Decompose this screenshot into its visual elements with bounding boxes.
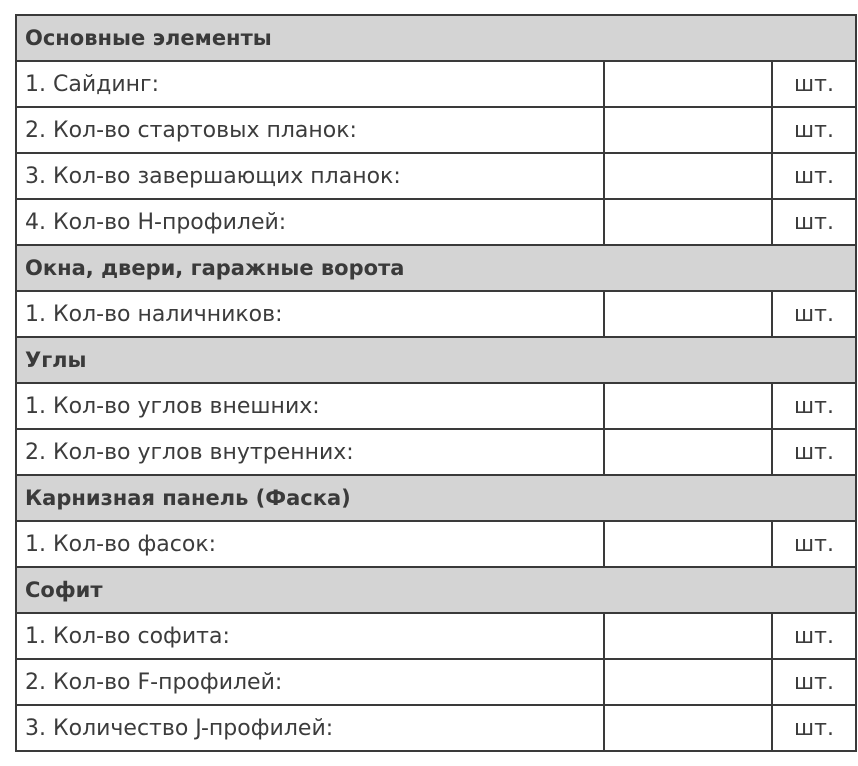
item-label: 1. Кол-во углов внешних:	[16, 383, 604, 429]
f-profile-quantity-input[interactable]	[605, 660, 771, 704]
table-row	[16, 383, 856, 429]
table-row	[16, 199, 856, 245]
quantity-cell	[604, 613, 772, 659]
inner-corner-quantity-input[interactable]	[605, 430, 771, 474]
quantity-cell	[604, 153, 772, 199]
section-header-fascia	[16, 475, 856, 521]
siding-calculator-table	[15, 14, 857, 752]
j-profile-quantity-input[interactable]	[605, 706, 771, 750]
unit-label: шт.	[772, 153, 856, 199]
table-row	[16, 291, 856, 337]
unit-label: шт.	[772, 429, 856, 475]
quantity-cell	[604, 199, 772, 245]
quantity-cell	[604, 61, 772, 107]
section-title: Углы	[16, 337, 856, 383]
unit-label: шт.	[772, 705, 856, 751]
unit-label: шт.	[772, 659, 856, 705]
quantity-cell	[604, 521, 772, 567]
table-row	[16, 521, 856, 567]
unit-label: шт.	[772, 199, 856, 245]
quantity-cell	[604, 107, 772, 153]
fascia-quantity-input[interactable]	[605, 522, 771, 566]
quantity-cell	[604, 429, 772, 475]
unit-label: шт.	[772, 107, 856, 153]
table-row	[16, 613, 856, 659]
item-label: 1. Сайдинг:	[16, 61, 604, 107]
siding-quantity-input[interactable]	[605, 62, 771, 106]
section-title: Софит	[16, 567, 856, 613]
h-profile-quantity-input[interactable]	[605, 200, 771, 244]
unit-label: шт.	[772, 61, 856, 107]
unit-label: шт.	[772, 383, 856, 429]
section-title: Основные элементы	[16, 15, 856, 61]
quantity-cell	[604, 659, 772, 705]
item-label: 4. Кол-во H-профилей:	[16, 199, 604, 245]
item-label: 2. Кол-во F-профилей:	[16, 659, 604, 705]
section-title: Карнизная панель (Фаска)	[16, 475, 856, 521]
trim-quantity-input[interactable]	[605, 292, 771, 336]
unit-label: шт.	[772, 521, 856, 567]
item-label: 1. Кол-во наличников:	[16, 291, 604, 337]
table-row	[16, 659, 856, 705]
table-row	[16, 429, 856, 475]
calculator-body	[16, 15, 856, 751]
unit-label: шт.	[772, 613, 856, 659]
section-header-main-elements	[16, 15, 856, 61]
section-title: Окна, двери, гаражные ворота	[16, 245, 856, 291]
section-header-corners	[16, 337, 856, 383]
unit-label: шт.	[772, 291, 856, 337]
soffit-quantity-input[interactable]	[605, 614, 771, 658]
item-label: 1. Кол-во софита:	[16, 613, 604, 659]
table-row	[16, 153, 856, 199]
table-row	[16, 705, 856, 751]
item-label: 2. Кол-во углов внутренних:	[16, 429, 604, 475]
quantity-cell	[604, 383, 772, 429]
item-label: 3. Количество J-профилей:	[16, 705, 604, 751]
table-row	[16, 61, 856, 107]
section-header-soffit	[16, 567, 856, 613]
starter-strip-quantity-input[interactable]	[605, 108, 771, 152]
table-row	[16, 107, 856, 153]
item-label: 3. Кол-во завершающих планок:	[16, 153, 604, 199]
outer-corner-quantity-input[interactable]	[605, 384, 771, 428]
quantity-cell	[604, 705, 772, 751]
section-header-windows-doors	[16, 245, 856, 291]
quantity-cell	[604, 291, 772, 337]
finish-strip-quantity-input[interactable]	[605, 154, 771, 198]
item-label: 1. Кол-во фасок:	[16, 521, 604, 567]
item-label: 2. Кол-во стартовых планок:	[16, 107, 604, 153]
